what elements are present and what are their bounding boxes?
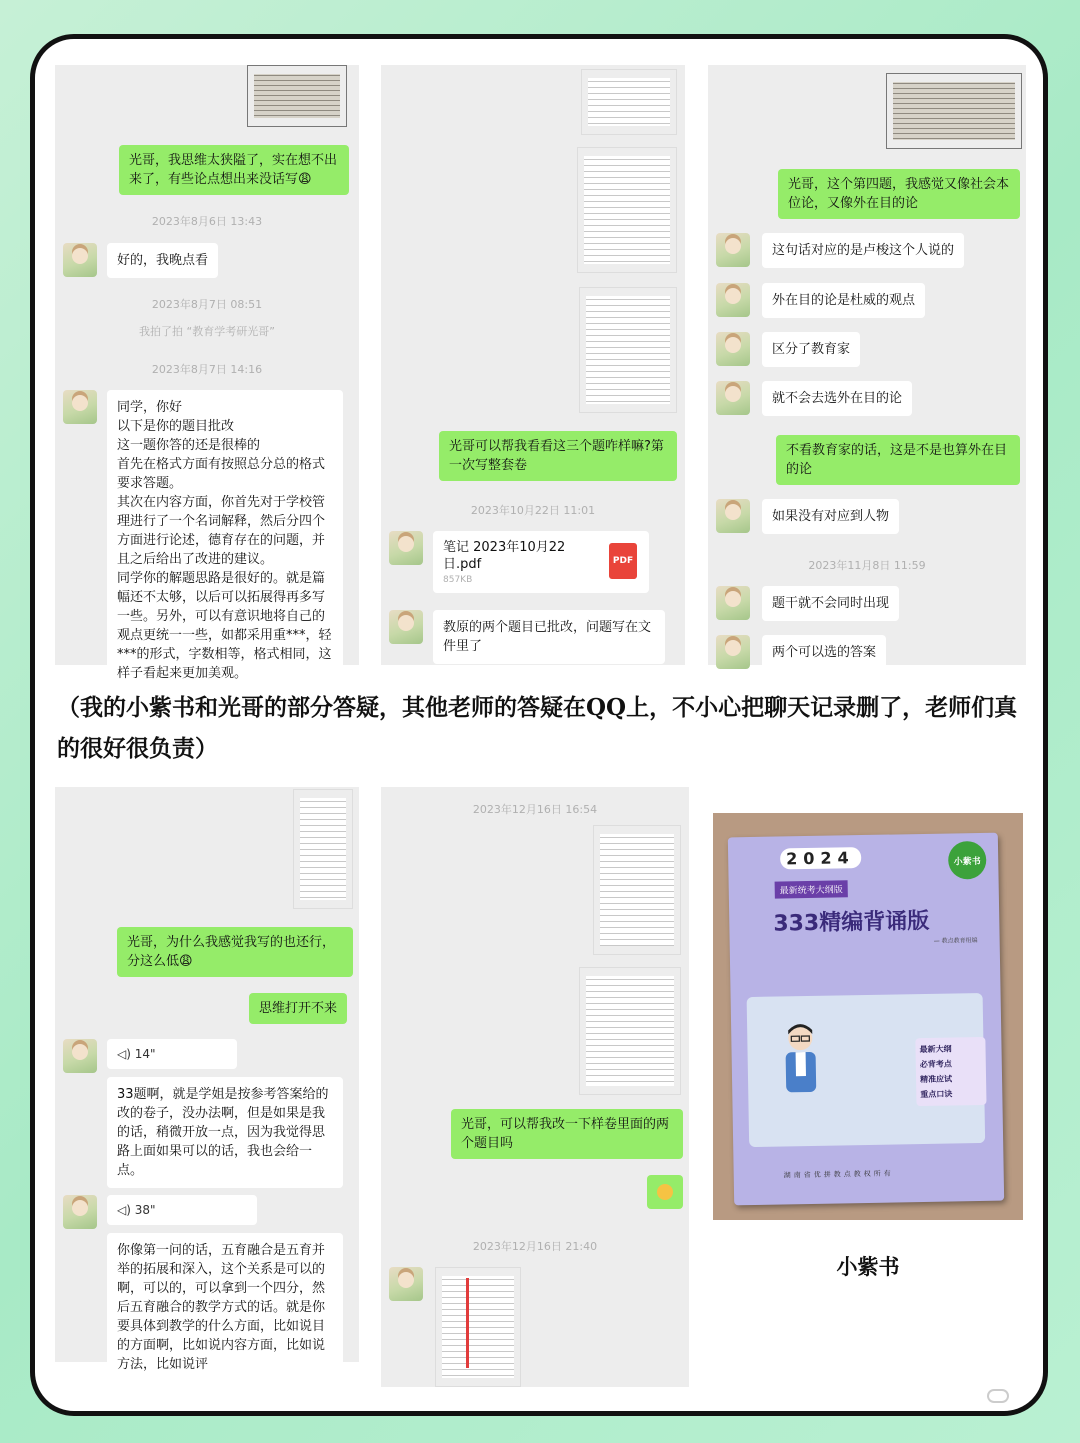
system-message: 我拍了拍 “教育学考研光哥” bbox=[139, 325, 275, 338]
teacher-avatar[interactable] bbox=[716, 283, 750, 317]
watermark-icon bbox=[987, 1389, 1009, 1403]
book-subtitle: — 教点教育组编 bbox=[933, 937, 978, 945]
timestamp: 2023年8月7日 08:51 bbox=[151, 298, 263, 311]
book-feature: 重点口诀 bbox=[920, 1089, 953, 1100]
teacher-avatar[interactable] bbox=[389, 1267, 423, 1301]
document-thumbnail[interactable] bbox=[593, 825, 681, 955]
book-cover bbox=[728, 833, 1004, 1206]
chat-bubble-sent: 光哥，这个第四题，我感觉又像社会本位论，又像外在目的论 bbox=[778, 169, 1020, 219]
chat-bubble-sent: 光哥，可以帮我改一下样卷里面的两个题目吗 bbox=[451, 1109, 683, 1159]
chat-screenshot-2 bbox=[381, 65, 685, 665]
book-feature-list bbox=[915, 1037, 986, 1106]
chat-bubble-received: 区分了教育家 bbox=[762, 332, 860, 367]
teacher-avatar[interactable] bbox=[63, 390, 97, 424]
document-thumbnail[interactable] bbox=[581, 69, 677, 135]
timestamp: 2023年8月6日 13:43 bbox=[151, 215, 263, 228]
book-title: 333精编背诵版 bbox=[773, 908, 930, 937]
timestamp: 2023年12月16日 21:40 bbox=[472, 1240, 598, 1253]
voice-icon: ◁) bbox=[117, 1203, 131, 1217]
chat-screenshot-1 bbox=[55, 65, 359, 681]
teacher-illustration-icon bbox=[777, 1020, 824, 1101]
teacher-avatar[interactable] bbox=[716, 586, 750, 620]
teacher-avatar[interactable] bbox=[389, 531, 423, 565]
red-score-marks bbox=[466, 1278, 480, 1368]
file-name: 笔记 2023年10月22日.pdf bbox=[443, 540, 566, 572]
chat-bubble-received: 外在目的论是杜威的观点 bbox=[762, 283, 925, 318]
teacher-avatar[interactable] bbox=[716, 233, 750, 267]
voice-icon: ◁) bbox=[117, 1047, 131, 1061]
chat-screenshot-3 bbox=[708, 65, 1026, 665]
teacher-avatar[interactable] bbox=[716, 381, 750, 415]
document-thumbnail[interactable] bbox=[577, 147, 677, 273]
timestamp: 2023年12月16日 16:54 bbox=[472, 803, 598, 816]
chat-bubble-received: 好的，我晚点看 bbox=[107, 243, 218, 278]
smile-emoji-icon bbox=[657, 1184, 673, 1200]
voice-message[interactable] bbox=[107, 1039, 237, 1069]
chat-bubble-received: 同学，你好 以下是你的题目批改 这一题你答的还是很棒的 首先在格式方面有按照总分总的格式要求答题。 其次在内容方面，你首先对于学校管理进行了一个名词解释，然后分四个方面进行论述，德育存在的问题，并且之后给出了改进的建议。 同学你的解题思路是很好的。就是篇幅还不太够，以后可以拓展得再多写一些。另外，可以有意识地将自己的观点更统一一些，如都采用重***，轻***的形式，字数相等，格式相同，这样子看起来更加美观。 bbox=[107, 390, 343, 691]
chat-bubble-sent: 光哥，为什么我感觉我写的也还行，分这么低😩 bbox=[117, 927, 353, 977]
chat-bubble-sent: 光哥可以帮我看看这三个题咋样嘛?第一次写整套卷 bbox=[439, 431, 677, 481]
chat-bubble-received: 题干就不会同时出现 bbox=[762, 586, 899, 621]
emoji-message[interactable] bbox=[647, 1175, 683, 1209]
caption-text: （我的小紫书和光哥的部分答疑，其他老师的答疑在QQ上，不小心把聊天记录删了，老师们真的很好很负责） bbox=[57, 694, 1018, 762]
book-year: 2024 bbox=[780, 847, 861, 869]
book-feature: 必背考点 bbox=[919, 1059, 952, 1070]
file-size: 857KB bbox=[443, 575, 473, 585]
book-edition-tag: 最新统考大纲版 bbox=[775, 880, 848, 898]
book-publisher: 湖南省优拼教点教权所有 bbox=[783, 1169, 894, 1180]
chat-bubble-sent: 思维打开不来 bbox=[249, 993, 347, 1024]
chat-bubble-sent: 光哥，我思维太狭隘了，实在想不出来了，有些论点想出来没话写😩 bbox=[119, 145, 349, 195]
chat-screenshot-5 bbox=[381, 787, 689, 1387]
document-thumbnail[interactable] bbox=[579, 287, 677, 413]
exam-photo-thumbnail[interactable] bbox=[247, 65, 347, 127]
teacher-avatar[interactable] bbox=[716, 499, 750, 533]
teacher-avatar[interactable] bbox=[63, 243, 97, 277]
marked-document-thumbnail[interactable] bbox=[435, 1267, 521, 1387]
book-feature: 精准应试 bbox=[919, 1074, 953, 1085]
chat-bubble-sent: 不看教育家的话，这是不是也算外在目的论 bbox=[776, 435, 1020, 485]
book-feature: 最新大纲 bbox=[919, 1044, 952, 1055]
pdf-icon: PDF bbox=[609, 543, 637, 579]
chat-bubble-received: 两个可以选的答案 bbox=[762, 635, 886, 670]
book-logo: 小紫书 bbox=[948, 841, 987, 880]
chat-bubble-received: 如果没有对应到人物 bbox=[762, 499, 899, 534]
teacher-avatar[interactable] bbox=[716, 332, 750, 366]
document-thumbnail[interactable] bbox=[293, 789, 353, 909]
timestamp: 2023年8月7日 14:16 bbox=[151, 363, 263, 376]
teacher-avatar[interactable] bbox=[63, 1195, 97, 1229]
teacher-avatar[interactable] bbox=[716, 635, 750, 669]
chat-bubble-received: 这句话对应的是卢梭这个人说的 bbox=[762, 233, 964, 268]
timestamp: 2023年10月22日 11:01 bbox=[470, 504, 596, 517]
book-photo bbox=[713, 813, 1023, 1220]
content-card bbox=[30, 34, 1048, 1416]
exam-photo-thumbnail[interactable] bbox=[886, 73, 1022, 149]
document-thumbnail[interactable] bbox=[579, 967, 681, 1095]
voice-duration: 38" bbox=[134, 1203, 156, 1217]
chat-screenshot-4 bbox=[55, 787, 359, 1372]
chat-bubble-received: 就不会去选外在目的论 bbox=[762, 381, 912, 416]
voice-transcript: 33题啊，就是学姐是按参考答案给的改的卷子，没办法啊，但是如果是我的话，稍微开放一点，因为我觉得思路上面如果可以的话，我也会给一点。 bbox=[107, 1077, 343, 1188]
teacher-avatar[interactable] bbox=[389, 610, 423, 644]
chat-bubble-received: 教原的两个题目已批改，问题写在文件里了 bbox=[433, 610, 665, 664]
book-caption: 小紫书 bbox=[836, 1255, 900, 1279]
teacher-avatar[interactable] bbox=[63, 1039, 97, 1073]
voice-message[interactable] bbox=[107, 1195, 257, 1225]
file-message[interactable] bbox=[433, 531, 649, 593]
voice-transcript: 你像第一问的话，五育融合是五育并举的拓展和深入，这个关系是可以的啊，可以的，可以拿到一个四分，然后五育融合的教学方式的话。就是你要具体到教学的什么方面，比如说目的方面啊，比如说内容方面，比如说方法，比如说评 bbox=[107, 1233, 343, 1382]
timestamp: 2023年11月8日 11:59 bbox=[808, 559, 926, 572]
voice-duration: 14" bbox=[134, 1047, 156, 1061]
